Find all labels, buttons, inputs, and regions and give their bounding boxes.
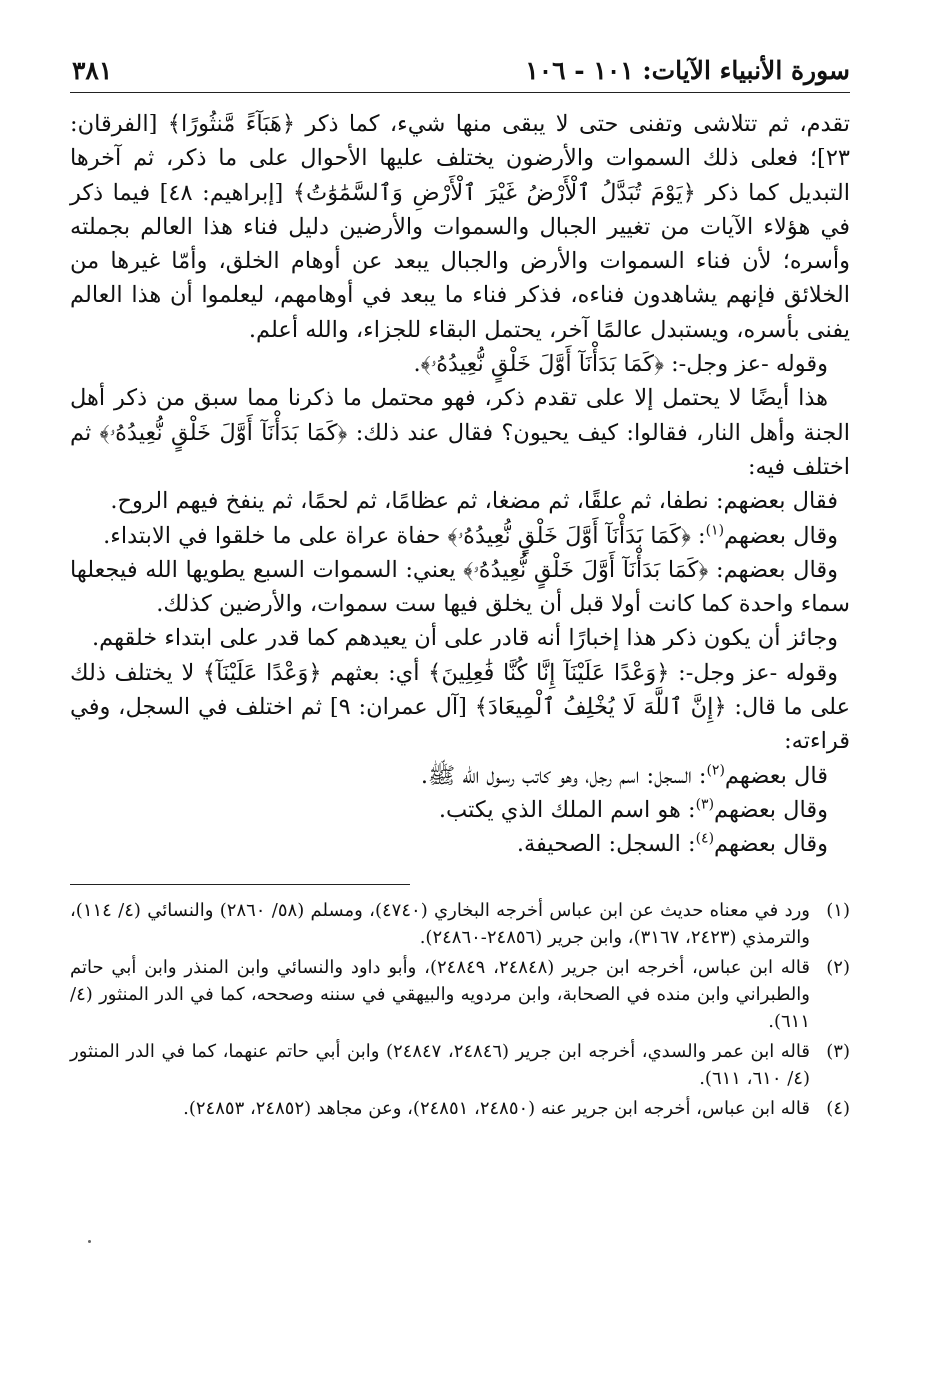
saying-lead: قال بعضهم xyxy=(724,762,828,789)
saying-text: : ﴿كَمَا بَدَأْنَآ أَوَّلَ خَلْقٍ نُّعِيدُهُۥ﴾ حفاة عراة على ما خلقوا في الابتداء. xyxy=(103,522,706,549)
footnote-number: (١) xyxy=(826,899,850,921)
text-line: ويستبدل عالمًا آخر، يحتمل البقاء للجزاء، والله أعلم. xyxy=(248,316,730,343)
running-header xyxy=(70,52,850,93)
text-line: تقدم، ثم تتلاشى وتفنى حتى لا يبقى منها شيء، كما ذكر ﴿هَبَآءً مَّنثُورًا﴾ xyxy=(167,111,850,137)
footnote-text: قاله ابن عمر والسدي، أخرجه ابن جرير (٢٤٨٤٦، ٢٤٨٤٧) وابن أبي حاتم عنهما، كما في الدر المنثور (٤/ ٦١٠، ٦١١). xyxy=(70,1040,810,1089)
footnote-divider xyxy=(70,884,410,885)
paragraph-verse-wadan xyxy=(70,656,850,759)
text-line: هذا أيضًا لا يحتمل إلا على تقدم ذكر، فهو محتمل ما ذكرنا مما سبق من ذكر أهل xyxy=(70,385,828,412)
scan-speck xyxy=(88,1240,91,1243)
text-line: وقوله -عز وجل-: ﴿وَعْدًا عَلَيْنَآ إِنَّا كُنَّا فَٰعِلِينَ﴾ أي: بعثهم ﴿وَعْدًا عَلَيْنَآ﴾ لا xyxy=(181,659,838,686)
text-line: فقال بعضهم: نطفا، ثم علقًا، ثم مضغا، ثم عظامًا، ثم لحمًا، ثم ينفخ فيهم الروح. xyxy=(110,488,838,515)
paragraph-opinion-3 xyxy=(70,553,850,622)
footnote-1 xyxy=(70,897,850,951)
saying-text: : هو اسم الملك الذي يكتب. xyxy=(438,796,696,823)
text-line: وقوله -عز وجل-: ﴿كَمَا بَدَأْنَآ أَوَّلَ خَلْقٍ نُّعِيدُهُۥ﴾. xyxy=(413,351,828,378)
footnote-text: قاله ابن عباس، أخرجه ابن جرير (٢٤٨٤٨، ٢٤٨٤٩)، وأبو داود والنسائي وابن المنذر وابن أبي حاتم والطبراني وابن منده في الصحابة، وابن مردويه والبيهقي في سننه وصححه، كما في الدر المنثور (٤/ ٦١١). xyxy=(70,956,811,1032)
text-line: وقال بعضهم: ﴿كَمَا بَدَأْنَآ أَوَّلَ خَلْقٍ نُّعِيدُهُۥ﴾ يعني: السموات السبع يطويها الله xyxy=(145,556,838,583)
footnote-number: (٤) xyxy=(826,1097,850,1119)
footnotes xyxy=(70,897,850,1122)
text-line: آخرها التبديل كما ذكر ﴿يَوْمَ تُبَدَّلُ ٱلْأَرْضُ غَيْرَ ٱلْأَرْضِ وَٱلسَّمَٰوَٰتُ﴾ [إبراهيم: ٤٨] فيما ذكر في xyxy=(70,145,851,240)
page-number: ٣٨١ xyxy=(72,56,113,85)
footnote-ref[interactable]: (٤) xyxy=(695,830,715,847)
text-line: يشاهدون فناءه، فذكر فناء ما يبعد في أوهامهم، ليعلموا أن هذا العالم يفنى بأسره، xyxy=(70,282,850,343)
footnote-ref[interactable]: (٣) xyxy=(695,796,715,813)
footnote-ref[interactable]: (٢) xyxy=(706,762,725,779)
book-page xyxy=(70,52,850,1352)
paragraph-opinion-2 xyxy=(70,519,850,553)
footnote-text: ورد في معناه حديث عن ابن عباس أخرجه البخاري (٤٧٤٠)، ومسلم (٥٨/ ٢٨٦٠) والنسائي (٤/ ١١٤)، والترمذي (٢٤٢٣، ٣١٦٧)، وابن جرير (٢٤٨٥٦-٢٤٨٦٠). xyxy=(70,899,810,948)
text-line: فيجعلها سماء واحدة كما كانت أولا قبل أن يخلق فيها ست سموات، والأرضين كذلك. xyxy=(70,556,850,618)
footnote-text: قاله ابن عباس، أخرجه ابن جرير عنه (٢٤٨٥٠، ٢٤٨٥١)، وعن مجاهد (٢٤٨٥٢، ٢٤٨٥٣). xyxy=(183,1097,810,1119)
text-line: يختلف ذلك على ما قال: ﴿إِنَّ ٱللَّهَ لَا يُخْلِفُ ٱلْمِيعَادَ﴾ [آل عمران: ٩] ثم اختلف في xyxy=(70,659,851,721)
text-line: وجائز أن يكون ذكر هذا إخبارًا أنه قادر على أن يعيدهم كما قدر على ابتداء خلقهم. xyxy=(91,625,838,652)
footnote-4 xyxy=(70,1095,850,1122)
text-line: لأن فناء السموات والأرض والجبال يبعد عن أوهام الخلق، وأمّا غيرها من الخلائق فإنهم xyxy=(70,248,850,309)
sijill-sayings xyxy=(70,759,850,862)
saying-2 xyxy=(70,759,828,793)
saying-lead: وقال بعضهم xyxy=(714,831,828,858)
text-line: السجل، وفي قراءته: xyxy=(70,694,850,755)
text-line: الجنة وأهل النار، فقالوا: كيف يحيون؟ فقال عند ذلك: ﴿كَمَا بَدَأْنَآ أَوَّلَ خَلْقٍ نُّعِيدُهُۥ﴾ xyxy=(99,419,850,446)
text-line: [الفرقان: ٢٣]؛ فعلى ذلك السموات والأرضون يختلف عليها الأحوال على ما ذكر، ثم xyxy=(70,111,850,172)
saying-3 xyxy=(70,793,828,827)
paragraph-commentary xyxy=(70,381,850,484)
surah-title: سورة الأنبياء الآيات: ١٠١ - ١٠٦ xyxy=(525,56,850,85)
paragraph-opinion-4 xyxy=(70,621,850,655)
footnote-ref[interactable]: (١) xyxy=(705,522,725,539)
footnote-number: (٣) xyxy=(826,1040,850,1062)
saying-lead: وقال بعضهم xyxy=(714,796,828,823)
saying-lead: وقال بعضهم xyxy=(724,522,838,549)
saying-text: : السجل: الصحيفة. xyxy=(516,831,696,858)
paragraph-verse-kama-badana xyxy=(70,347,850,381)
footnote-2 xyxy=(70,954,850,1035)
footnote-number: (٢) xyxy=(826,956,850,978)
saying-text: : السجل: اسم رجل، وهو كاتب رسول الله ﷺ. xyxy=(420,762,707,789)
main-text xyxy=(70,107,850,862)
text-line: هؤلاء الآيات من تغيير الجبال والسموات والأرضين دليل فناء هذا العالم بجملته وأسره؛ xyxy=(70,213,851,275)
footnote-3 xyxy=(70,1038,850,1092)
paragraph-tabdil xyxy=(70,107,850,347)
paragraph-opinion-1 xyxy=(70,484,850,518)
text-line: ثم اختلف فيه: xyxy=(70,419,850,480)
saying-4 xyxy=(70,827,828,861)
